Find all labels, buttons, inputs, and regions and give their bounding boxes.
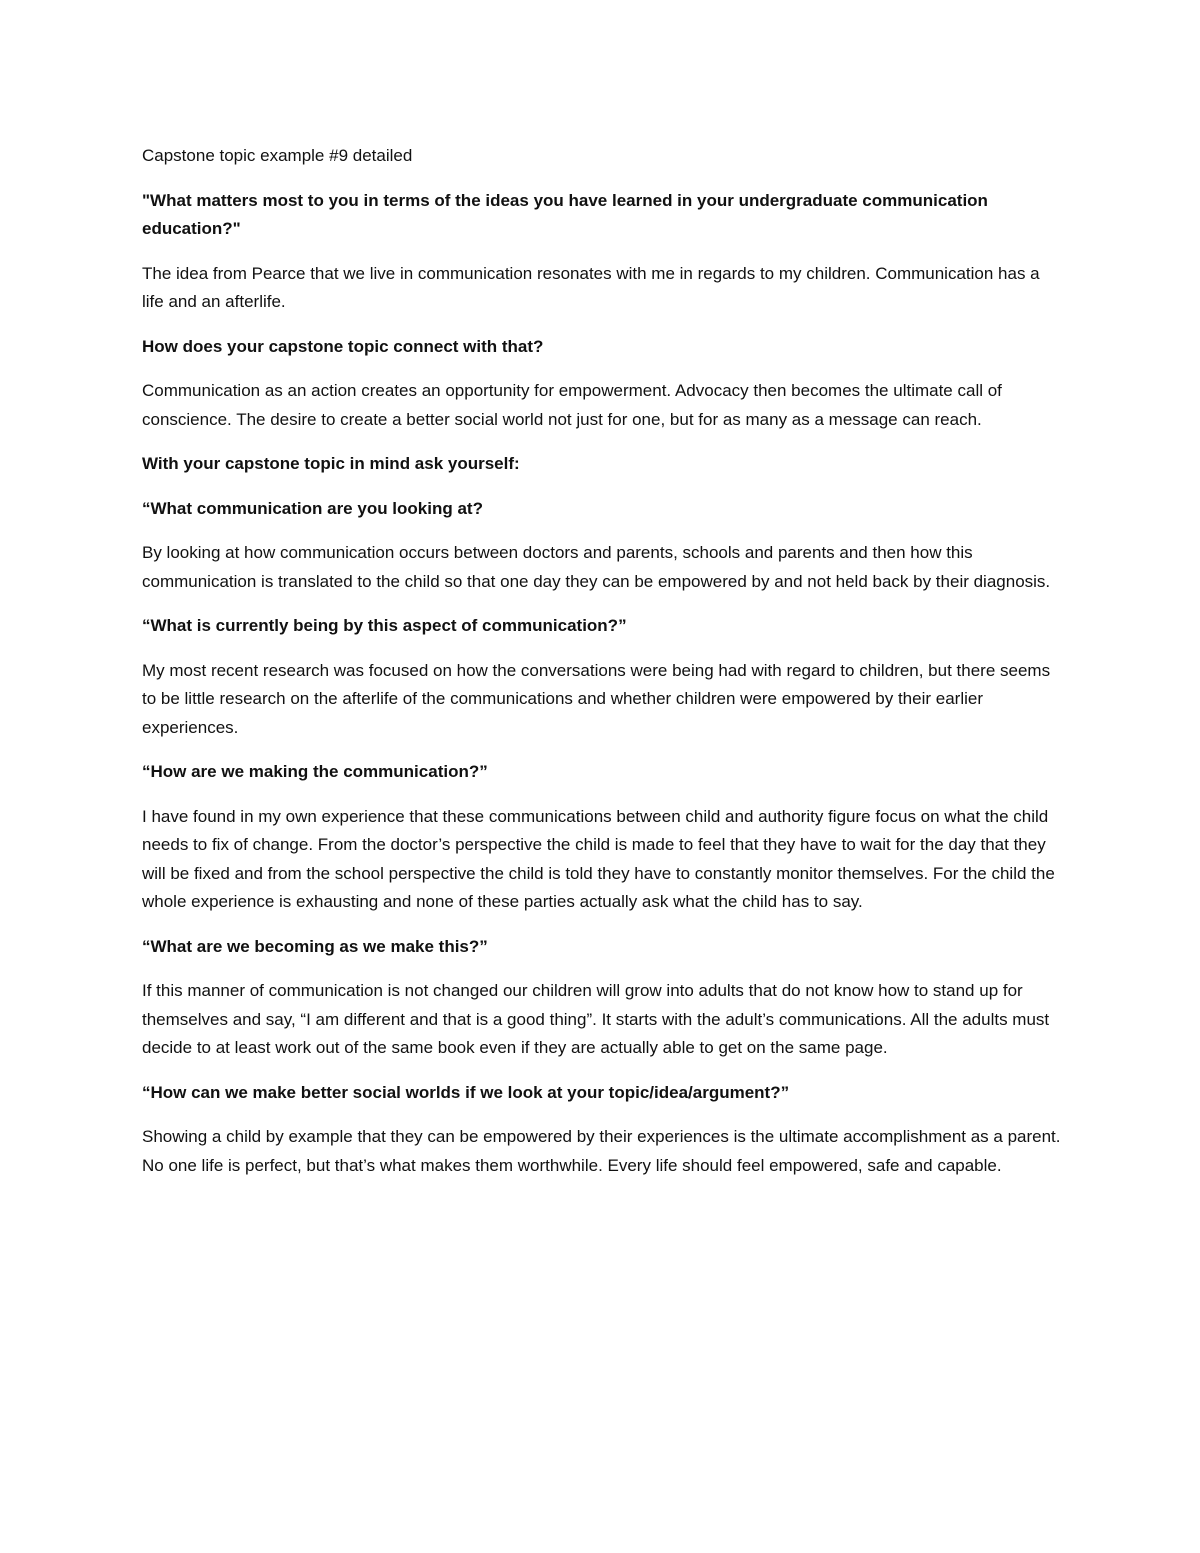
answer-paragraph: If this manner of communication is not changed our children will grow into adults that do not know how to stand up for themselves and say, “I am different and that is a good thing”. It starts with the adult’s communications. All the adults must decide to at least work out of the same book even if they are actually able to get on the same page. bbox=[142, 981, 1050, 1057]
document-page bbox=[142, 142, 1062, 1196]
question-heading: “What is currently being by this aspect of communication?” bbox=[142, 616, 627, 635]
question-heading: "What matters most to you in terms of the ideas you have learned in your undergraduate communication education?" bbox=[142, 190, 988, 238]
answer-paragraph: The idea from Pearce that we live in communication resonates with me in regards to my children. Communication has a life and an afterlife. bbox=[142, 263, 1040, 311]
answer-paragraph: My most recent research was focused on how the conversations were being had with regard to children, but there seems to be little research on the afterlife of the communications and whether children were empowered by their earlier experiences. bbox=[142, 660, 1051, 737]
answer-paragraph: Showing a child by example that they can be empowered by their experiences is the ultimate accomplishment as a parent. No one life is perfect, but that’s what makes them worthwhile. Every life should feel empowered, safe and capable. bbox=[142, 1127, 1061, 1175]
document-title: Capstone topic example #9 detailed bbox=[142, 146, 413, 165]
section-heading: With your capstone topic in mind ask yourself: bbox=[142, 454, 520, 473]
question-heading: “How are we making the communication?” bbox=[142, 762, 488, 781]
question-heading: “How can we make better social worlds if we look at your topic/idea/argument?” bbox=[142, 1082, 790, 1102]
question-heading: How does your capstone topic connect with that? bbox=[142, 336, 544, 356]
answer-paragraph: By looking at how communication occurs between doctors and parents, schools and parents and then how this communication is translated to the child so that one day they can be empowered by and not held back by their diagnosis. bbox=[142, 543, 1051, 591]
answer-paragraph: Communication as an action creates an opportunity for empowerment. Advocacy then becomes the ultimate call of conscience. The desire to create a better social world not just for one, but for as many as a message can reach. bbox=[142, 381, 1002, 429]
question-heading: “What communication are you looking at? bbox=[142, 498, 483, 518]
question-heading: “What are we becoming as we make this?” bbox=[142, 936, 488, 956]
answer-paragraph: I have found in my own experience that these communications between child and authority figure focus on what the child needs to fix of change. From the doctor’s perspective the child is made to feel that they have to wait for the day that they will be fixed and from the school perspective the child is told they have to constantly monitor themselves. For the child the whole experience is exhausting and none of these parties actually ask what the child has to say. bbox=[142, 806, 1055, 911]
